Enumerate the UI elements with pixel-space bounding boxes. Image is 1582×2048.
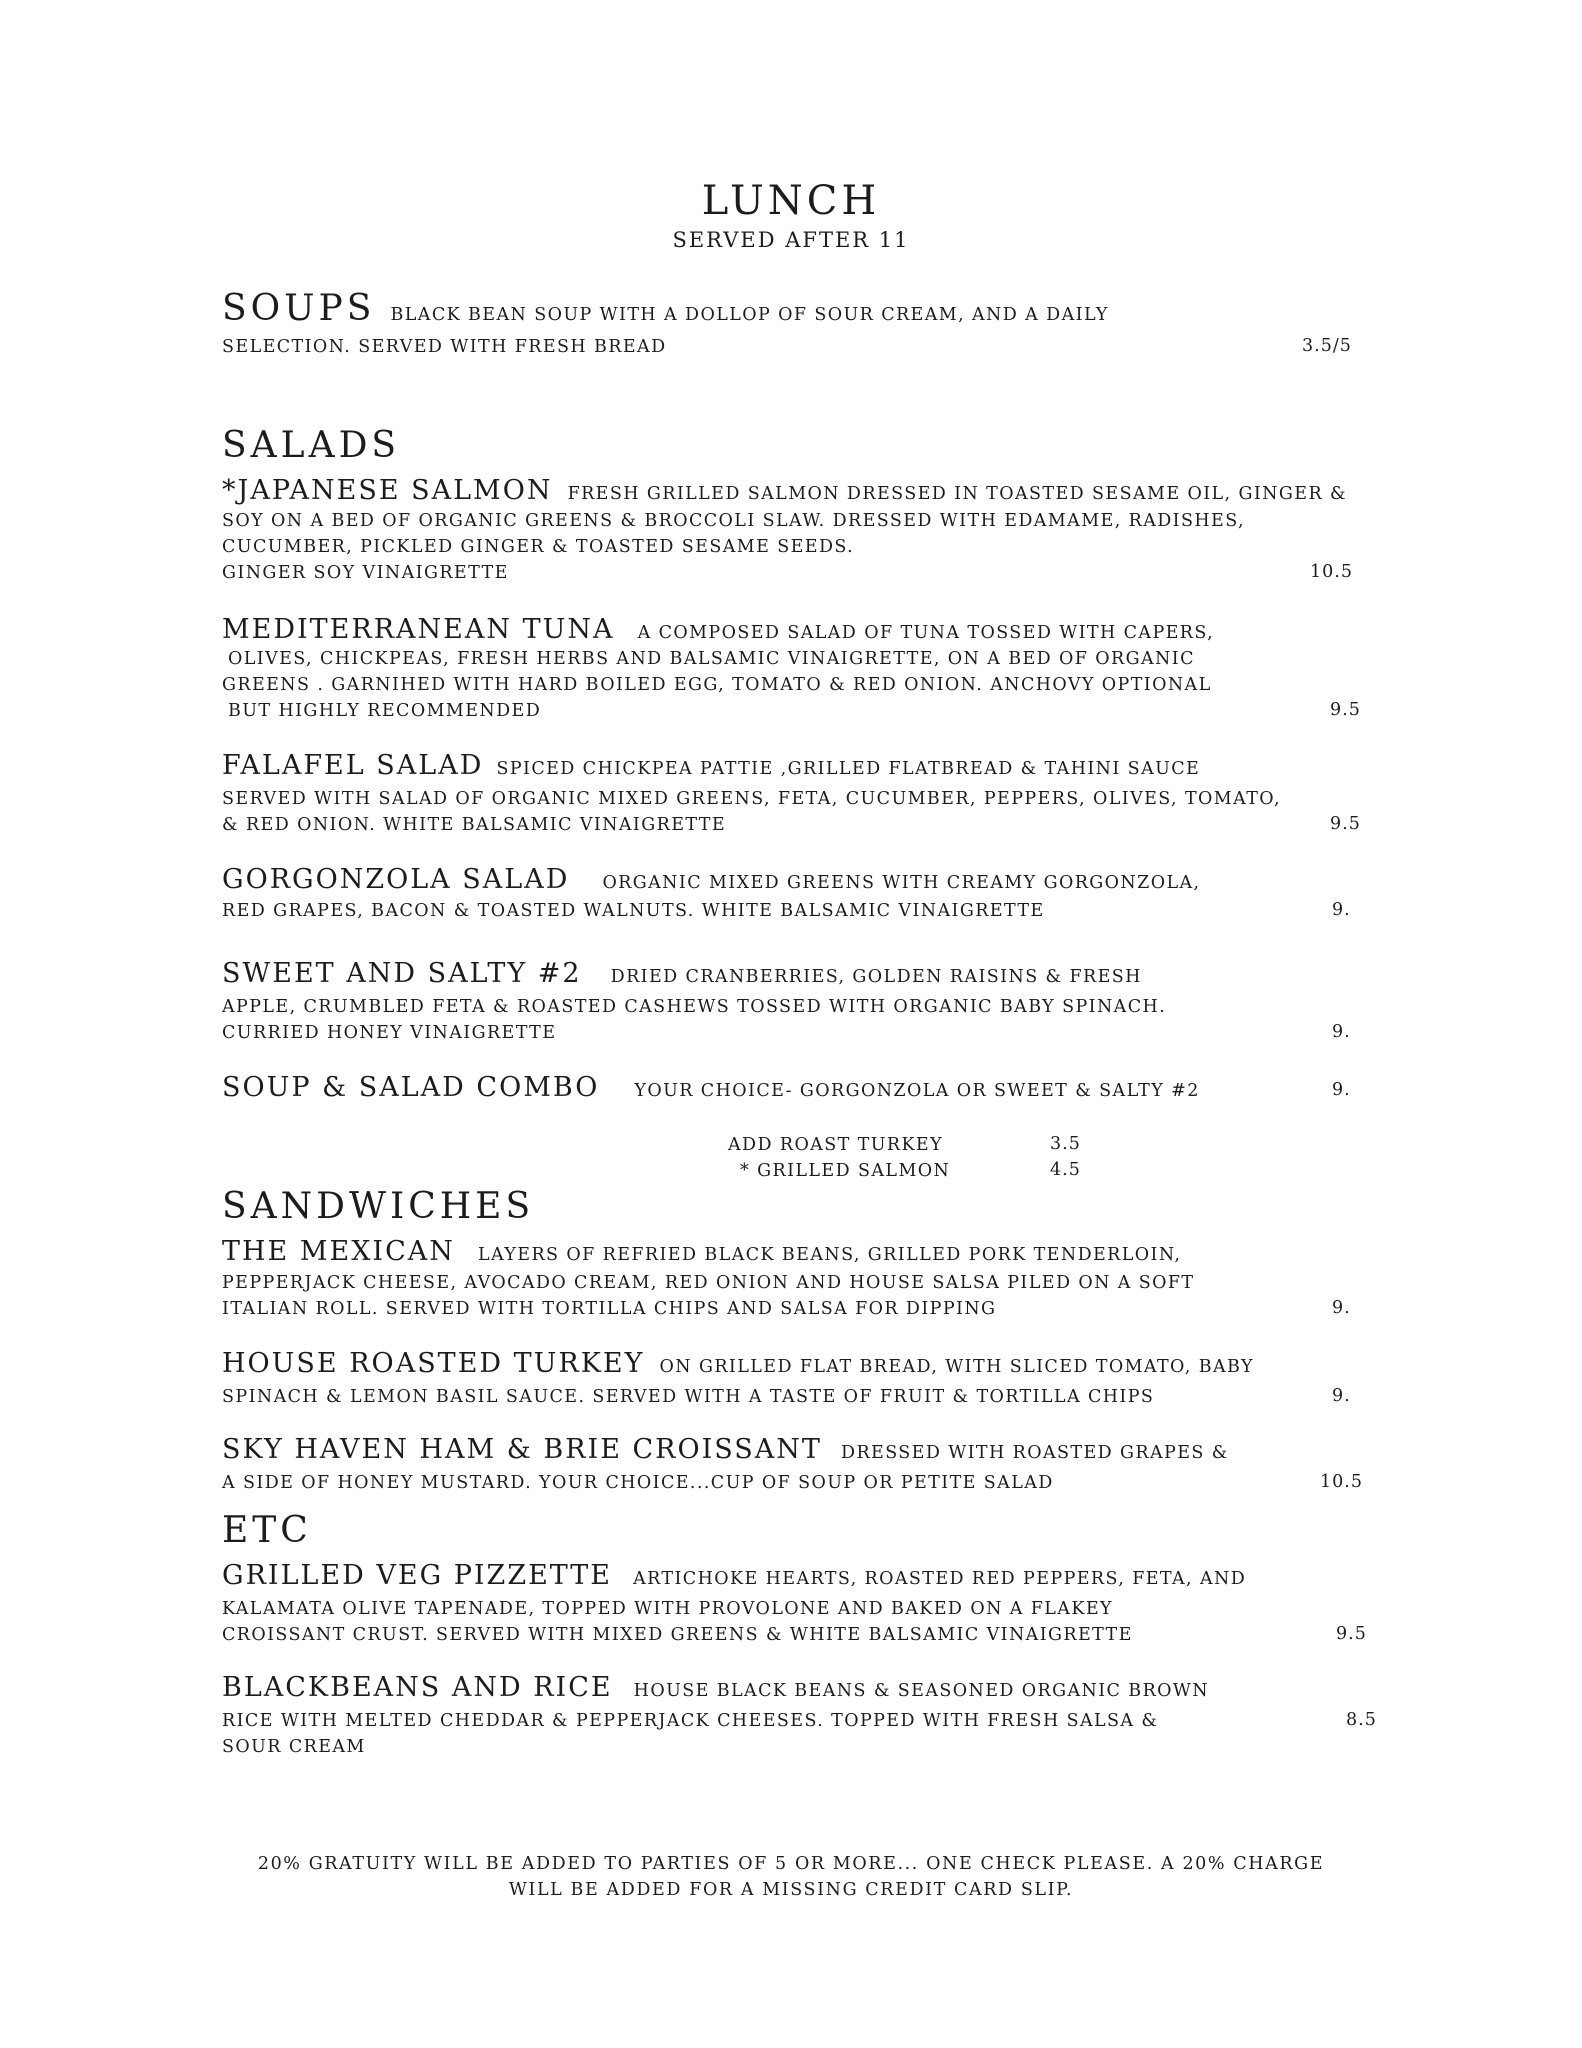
item-name: MEDITERRANEAN TUNA bbox=[222, 614, 615, 645]
addon-label: * GRILLED SALMON bbox=[740, 1161, 951, 1181]
item-description: ITALIAN ROLL. SERVED WITH TORTILLA CHIPS AND SALSA FOR DIPPING bbox=[222, 1299, 997, 1319]
item-description: SPINACH & LEMON BASIL SAUCE. SERVED WITH A TASTE OF FRUIT & TORTILLA CHIPS bbox=[222, 1387, 1155, 1407]
item-description: OLIVES, CHICKPEAS, FRESH HERBS AND BALSAMIC VINAIGRETTE, ON A BED OF ORGANIC bbox=[228, 649, 1195, 669]
soups-heading: SOUPS bbox=[222, 288, 376, 329]
item-description: CUCUMBER, PICKLED GINGER & TOASTED SESAME SEEDS. bbox=[222, 537, 855, 557]
soups-price: 3.5/5 bbox=[1302, 336, 1352, 356]
item-name: HOUSE ROASTED TURKEY bbox=[222, 1348, 645, 1379]
item-description: GINGER SOY VINAIGRETTE bbox=[222, 563, 509, 583]
item-description: PEPPERJACK CHEESE, AVOCADO CREAM, RED ONION AND HOUSE SALSA PILED ON A SOFT bbox=[222, 1273, 1195, 1293]
item-description: LAYERS OF REFRIED BLACK BEANS, GRILLED PORK TENDERLOIN, bbox=[477, 1245, 1182, 1265]
addon-label: ADD ROAST TURKEY bbox=[728, 1135, 944, 1155]
item-name: THE MEXICAN bbox=[222, 1236, 455, 1267]
item-description: ARTICHOKE HEARTS, ROASTED RED PEPPERS, FETA, AND bbox=[633, 1569, 1247, 1589]
item-description: & RED ONION. WHITE BALSAMIC VINAIGRETTE bbox=[222, 815, 727, 835]
footer-gratuity-note: 20% GRATUITY WILL BE ADDED TO PARTIES OF 5 OR MORE... ONE CHECK PLEASE. A 20% CHARGE bbox=[257, 1854, 1325, 1874]
item-name: SKY HAVEN HAM & BRIE CROISSANT bbox=[222, 1434, 822, 1465]
item-name: FALAFEL SALAD bbox=[222, 750, 484, 781]
item-description: SOY ON A BED OF ORGANIC GREENS & BROCCOLI SLAW. DRESSED WITH EDAMAME, RADISHES, bbox=[222, 511, 1245, 531]
item-description: SPICED CHICKPEA PATTIE ,GRILLED FLATBREAD & TAHINI SAUCE bbox=[496, 759, 1201, 779]
salads-heading: SALADS bbox=[222, 425, 401, 466]
etc-heading: ETC bbox=[222, 1510, 312, 1551]
item-description: ON GRILLED FLAT BREAD, WITH SLICED TOMATO, BABY bbox=[659, 1357, 1254, 1377]
item-description: HOUSE BLACK BEANS & SEASONED ORGANIC BROWN bbox=[633, 1681, 1209, 1701]
item-price: 9. bbox=[1332, 1022, 1351, 1042]
soups-description-line: SELECTION. SERVED WITH FRESH BREAD bbox=[222, 337, 667, 357]
item-description: KALAMATA OLIVE TAPENADE, TOPPED WITH PROVOLONE AND BAKED ON A FLAKEY bbox=[222, 1599, 1113, 1619]
item-price: 9. bbox=[1332, 900, 1351, 920]
item-name: *JAPANESE SALMON bbox=[222, 475, 553, 506]
item-description: CURRIED HONEY VINAIGRETTE bbox=[222, 1023, 557, 1043]
item-description: BUT HIGHLY RECOMMENDED bbox=[228, 701, 542, 721]
item-description: SERVED WITH SALAD OF ORGANIC MIXED GREENS, FETA, CUCUMBER, PEPPERS, OLIVES, TOMATO, bbox=[222, 789, 1281, 809]
item-price: 9.5 bbox=[1336, 1624, 1367, 1644]
item-price: 10.5 bbox=[1310, 562, 1353, 582]
item-name: SOUP & SALAD COMBO bbox=[222, 1072, 600, 1103]
item-name: BLACKBEANS AND RICE bbox=[222, 1672, 613, 1703]
addon-price: 3.5 bbox=[1050, 1134, 1081, 1154]
item-price: 10.5 bbox=[1320, 1472, 1363, 1492]
item-name: GRILLED VEG PIZZETTE bbox=[222, 1560, 613, 1591]
item-description: GREENS . GARNIHED WITH HARD BOILED EGG, TOMATO & RED ONION. ANCHOVY OPTIONAL bbox=[222, 675, 1212, 695]
item-description: FRESH GRILLED SALMON DRESSED IN TOASTED SESAME OIL, GINGER & bbox=[567, 484, 1347, 504]
item-description: RED GRAPES, BACON & TOASTED WALNUTS. WHITE BALSAMIC VINAIGRETTE bbox=[222, 901, 1045, 921]
item-description: DRIED CRANBERRIES, GOLDEN RAISINS & FRESH bbox=[610, 967, 1142, 987]
item-description: DRESSED WITH ROASTED GRAPES & bbox=[841, 1443, 1229, 1463]
item-description: CROISSANT CRUST. SERVED WITH MIXED GREENS & WHITE BALSAMIC VINAIGRETTE bbox=[222, 1625, 1133, 1645]
menu-subtitle: SERVED AFTER 11 bbox=[672, 228, 910, 252]
sandwiches-heading: SANDWICHES bbox=[222, 1186, 535, 1227]
menu-title: LUNCH bbox=[701, 178, 881, 224]
item-description: APPLE, CRUMBLED FETA & ROASTED CASHEWS TOSSED WITH ORGANIC BABY SPINACH. bbox=[222, 997, 1167, 1017]
item-name: SWEET AND SALTY #2 bbox=[222, 958, 582, 989]
item-description: ORGANIC MIXED GREENS WITH CREAMY GORGONZOLA, bbox=[602, 873, 1201, 893]
soups-description: BLACK BEAN SOUP WITH A DOLLOP OF SOUR CREAM, AND A DAILY bbox=[390, 305, 1109, 325]
item-price: 9.5 bbox=[1330, 814, 1361, 834]
addon-price: 4.5 bbox=[1050, 1160, 1081, 1180]
item-price: 9. bbox=[1332, 1386, 1351, 1406]
item-description: YOUR CHOICE- GORGONZOLA OR SWEET & SALTY #2 bbox=[634, 1081, 1200, 1101]
item-description: RICE WITH MELTED CHEDDAR & PEPPERJACK CHEESES. TOPPED WITH FRESH SALSA & bbox=[222, 1711, 1159, 1731]
item-price: 8.5 bbox=[1346, 1710, 1377, 1730]
item-price: 9. bbox=[1332, 1080, 1351, 1100]
footer-credit-card-note: WILL BE ADDED FOR A MISSING CREDIT CARD SLIP. bbox=[508, 1880, 1074, 1900]
item-description: A SIDE OF HONEY MUSTARD. YOUR CHOICE...CUP OF SOUP OR PETITE SALAD bbox=[222, 1473, 1054, 1493]
item-price: 9. bbox=[1332, 1298, 1351, 1318]
item-price: 9.5 bbox=[1330, 700, 1361, 720]
item-description: A COMPOSED SALAD OF TUNA TOSSED WITH CAPERS, bbox=[637, 623, 1215, 643]
item-name: GORGONZOLA SALAD bbox=[222, 864, 570, 895]
item-description: SOUR CREAM bbox=[222, 1737, 366, 1757]
